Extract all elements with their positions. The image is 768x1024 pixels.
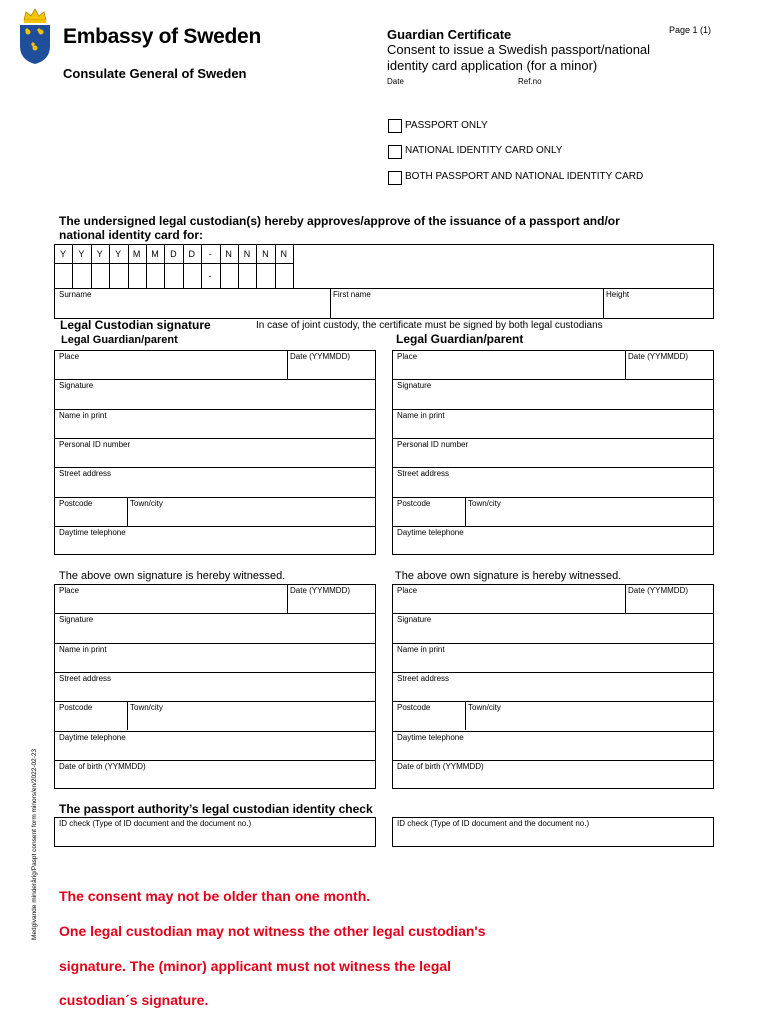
checkbox-both[interactable] — [388, 171, 402, 185]
idcheck-heading: The passport authority’s legal custodian identity check — [59, 802, 373, 816]
intro-line-1: The undersigned legal custodian(s) hereby approves/approve of the issuance of a passport and/or — [59, 214, 620, 228]
first-name-label: First name — [333, 290, 371, 299]
pid-cell: N — [243, 249, 251, 259]
witness-signature-label-left: Signature — [59, 615, 94, 625]
custodian-name_print-label-left: Name in print — [59, 410, 107, 420]
custodian-street-label-right: Street address — [397, 469, 450, 479]
witness-signature-label-right: Signature — [397, 615, 432, 625]
pid-cell: D — [170, 249, 177, 259]
custodian-note: In case of joint custody, the certificate must be signed by both legal custodians — [256, 320, 603, 331]
side-form-reference: Medgivande minderårig/Paspt consent form minors/en/2022-02-23 — [31, 748, 38, 940]
witness-postcode-label-left: Postcode — [59, 703, 93, 713]
option-both-label: BOTH PASSPORT AND NATIONAL IDENTITY CARD — [405, 171, 644, 182]
warning-line-3: signature. The (minor) applicant must not witness the legal — [59, 958, 452, 974]
custodian-personal_id-label-right: Personal ID number — [397, 439, 469, 449]
custodian-street-label-left: Street address — [59, 469, 112, 479]
witness-street-label-left: Street address — [59, 673, 112, 683]
witness-date-label-left: Date (YYMMDD) — [290, 586, 351, 595]
warning-line-2: One legal custodian may not witness the other legal custodian's — [59, 923, 486, 939]
page-number: Page 1 (1) — [669, 25, 712, 35]
custodian-form-left[interactable] — [54, 350, 376, 555]
custodian-town-label-right: Town/city — [468, 498, 501, 508]
consulate-name: Consulate General of Sweden — [63, 66, 247, 81]
witness-place-label-left: Place — [59, 586, 80, 595]
checkbox-passport-only[interactable] — [388, 119, 402, 133]
witness-telephone-label-left: Daytime telephone — [59, 732, 126, 742]
intro-line-2: national identity card for: — [59, 228, 204, 242]
pid-dash-second-row: - — [208, 271, 212, 281]
witness-dob-label-right: Date of birth (YYMMDD) — [397, 761, 484, 771]
witness-name_print-label-left: Name in print — [59, 644, 107, 654]
witness-dob-label-left: Date of birth (YYMMDD) — [59, 761, 146, 771]
custodian-telephone-label-left: Daytime telephone — [59, 527, 126, 537]
org-name: Embassy of Sweden — [63, 25, 261, 48]
option-passport-only-label: PASSPORT ONLY — [405, 120, 488, 131]
height-label: Height — [606, 290, 630, 299]
witness-form-right[interactable] — [392, 584, 714, 789]
ref-label: Ref.no — [518, 77, 542, 86]
custodian-name_print-label-right: Name in print — [397, 410, 445, 420]
custodian-telephone-label-right: Daytime telephone — [397, 527, 464, 537]
pid-cell: Y — [115, 249, 122, 259]
surname-label: Surname — [59, 290, 92, 299]
custodian-form-right[interactable] — [392, 350, 714, 555]
swedish-crest-icon — [16, 6, 54, 66]
witness-form-left[interactable] — [54, 584, 376, 789]
pid-cell: Y — [59, 249, 66, 259]
warning-line-4: custodian´s signature. — [59, 992, 209, 1008]
pid-cell: N — [280, 249, 288, 259]
checkbox-id-card-only[interactable] — [388, 145, 402, 159]
pid-cell: Y — [96, 249, 103, 259]
pid-cell: - — [208, 249, 212, 259]
custodian-postcode-label-left: Postcode — [59, 498, 93, 508]
witness-street-label-right: Street address — [397, 673, 450, 683]
witness-date-label-right: Date (YYMMDD) — [628, 586, 689, 595]
doc-subtitle-1: Consent to issue a Swedish passport/national — [387, 42, 651, 57]
pid-cell: N — [225, 249, 232, 259]
pid-cell: D — [188, 249, 196, 259]
witness-place-label-right: Place — [397, 586, 418, 595]
date-label: Date — [387, 77, 404, 86]
doc-title: Guardian Certificate — [387, 27, 512, 42]
pid-cell: Y — [78, 249, 85, 259]
witness-heading-right: The above own signature is hereby witnessed. — [395, 570, 622, 582]
idcheck-label-right: ID check (Type of ID document and the document no.) — [397, 819, 590, 828]
witness-town-label-right: Town/city — [468, 703, 501, 713]
witness-name_print-label-right: Name in print — [397, 644, 445, 654]
option-id-card-only-label: NATIONAL IDENTITY CARD ONLY — [405, 145, 563, 156]
pid-cell: N — [262, 249, 269, 259]
custodian-signature-title: Legal Custodian signature — [60, 318, 211, 332]
pid-cell: M — [132, 249, 141, 259]
custodian-postcode-label-right: Postcode — [397, 498, 431, 508]
pid-cell: M — [151, 249, 159, 259]
custodian-place-label-right: Place — [397, 352, 418, 361]
witness-telephone-label-right: Daytime telephone — [397, 732, 464, 742]
right-guardian-title: Legal Guardian/parent — [396, 332, 524, 346]
witness-postcode-label-right: Postcode — [397, 703, 431, 713]
witness-heading-left: The above own signature is hereby witnessed. — [59, 570, 286, 582]
custodian-signature-label-left: Signature — [59, 381, 94, 391]
custodian-date-label-left: Date (YYMMDD) — [290, 352, 351, 361]
idcheck-label-left: ID check (Type of ID document and the document no.) — [59, 819, 252, 828]
doc-subtitle-2: identity card application (for a minor) — [387, 58, 598, 73]
custodian-signature-label-right: Signature — [397, 381, 432, 391]
custodian-date-label-right: Date (YYMMDD) — [628, 352, 689, 361]
custodian-place-label-left: Place — [59, 352, 80, 361]
left-guardian-title: Legal Guardian/parent — [61, 334, 178, 346]
custodian-town-label-left: Town/city — [130, 498, 163, 508]
witness-town-label-left: Town/city — [130, 703, 163, 713]
custodian-personal_id-label-left: Personal ID number — [59, 439, 131, 449]
warning-line-1: The consent may not be older than one month. — [59, 888, 371, 904]
